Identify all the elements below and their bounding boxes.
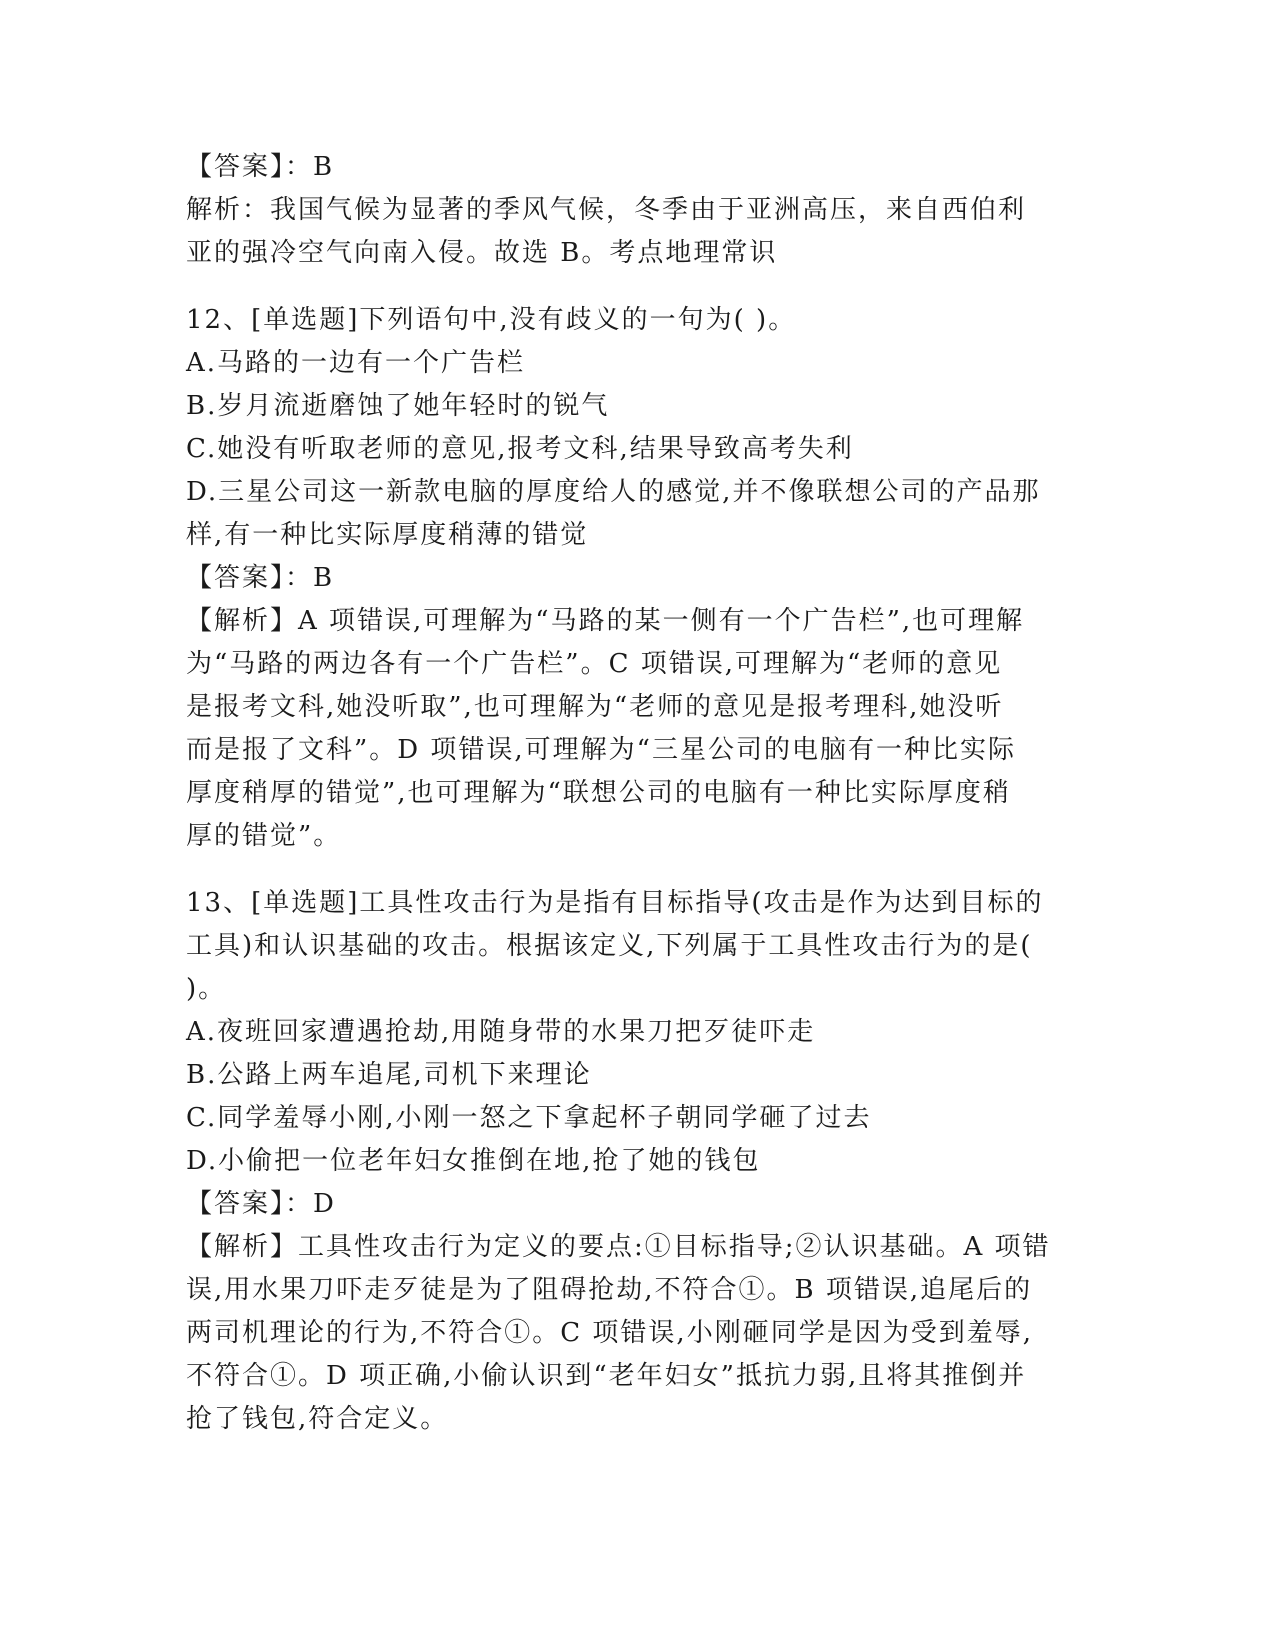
answer-label: 【答案】：B (186, 563, 335, 593)
answer-label: 【答案】：D (186, 1189, 336, 1219)
analysis-line: 解析：我国气候为显著的季风气候，冬季由于亚洲高压，来自西伯利 (186, 195, 1027, 225)
question-stem: 工具)和认识基础的攻击。根据该定义,下列属于工具性攻击行为的是( (186, 931, 1033, 961)
analysis-line: 厚的错觉”。 (186, 821, 342, 851)
question-stem: 13、[单选题]工具性攻击行为是指有目标指导(攻击是作为达到目标的 (186, 888, 1044, 918)
analysis-line: 厚度稍厚的错觉”,也可理解为“联想公司的电脑有一种比实际厚度稍 (186, 778, 1011, 808)
option-b: B.公路上两车追尾,司机下来理论 (186, 1060, 592, 1090)
analysis-line: 【解析】A 项错误,可理解为“马路的某一侧有一个广告栏”,也可理解 (186, 606, 1025, 636)
option-c: C.她没有听取老师的意见,报考文科,结果导致高考失利 (186, 434, 854, 464)
option-d: D.小偷把一位老年妇女推倒在地,抢了她的钱包 (186, 1146, 761, 1176)
analysis-line: 【解析】工具性攻击行为定义的要点:①目标指导;②认识基础。A 项错 (186, 1232, 1051, 1262)
question-stem: )。 (186, 974, 227, 1004)
document-page (186, 146, 1066, 1441)
analysis-line: 亚的强冷空气向南入侵。故选 B。考点地理常识 (186, 238, 778, 268)
analysis-line: 是报考文科,她没听取”,也可理解为“老师的意见是报考理科,她没听 (186, 692, 1004, 722)
option-d: D.三星公司这一新款电脑的厚度给人的感觉,并不像联想公司的产品那 (186, 477, 1041, 507)
question-stem: 12、[单选题]下列语句中,没有歧义的一句为( )。 (186, 305, 797, 335)
option-a: A.马路的一边有一个广告栏 (186, 348, 526, 378)
analysis-line: 两司机理论的行为,不符合①。C 项错误,小刚砸同学是因为受到羞辱, (186, 1318, 1033, 1348)
analysis-line: 误,用水果刀吓走歹徒是为了阻碍抢劫,不符合①。B 项错误,追尾后的 (186, 1275, 1033, 1305)
analysis-line: 抢了钱包,符合定义。 (186, 1404, 449, 1434)
option-c: C.同学羞辱小刚,小刚一怒之下拿起杯子朝同学砸了过去 (186, 1103, 872, 1133)
analysis-line: 为“马路的两边各有一个广告栏”。C 项错误,可理解为“老师的意见 (186, 649, 1003, 679)
answer-label: 【答案】：B (186, 152, 335, 182)
analysis-line: 而是报了文科”。D 项错误,可理解为“三星公司的电脑有一种比实际 (186, 735, 1016, 765)
option-a: A.夜班回家遭遇抢劫,用随身带的水果刀把歹徒吓走 (186, 1017, 816, 1047)
option-d-continued: 样,有一种比实际厚度稍薄的错觉 (186, 520, 589, 550)
option-b: B.岁月流逝磨蚀了她年轻时的锐气 (186, 391, 610, 421)
analysis-line: 不符合①。D 项正确,小偷认识到“老年妇女”抵抗力弱,且将其推倒并 (186, 1361, 1027, 1391)
